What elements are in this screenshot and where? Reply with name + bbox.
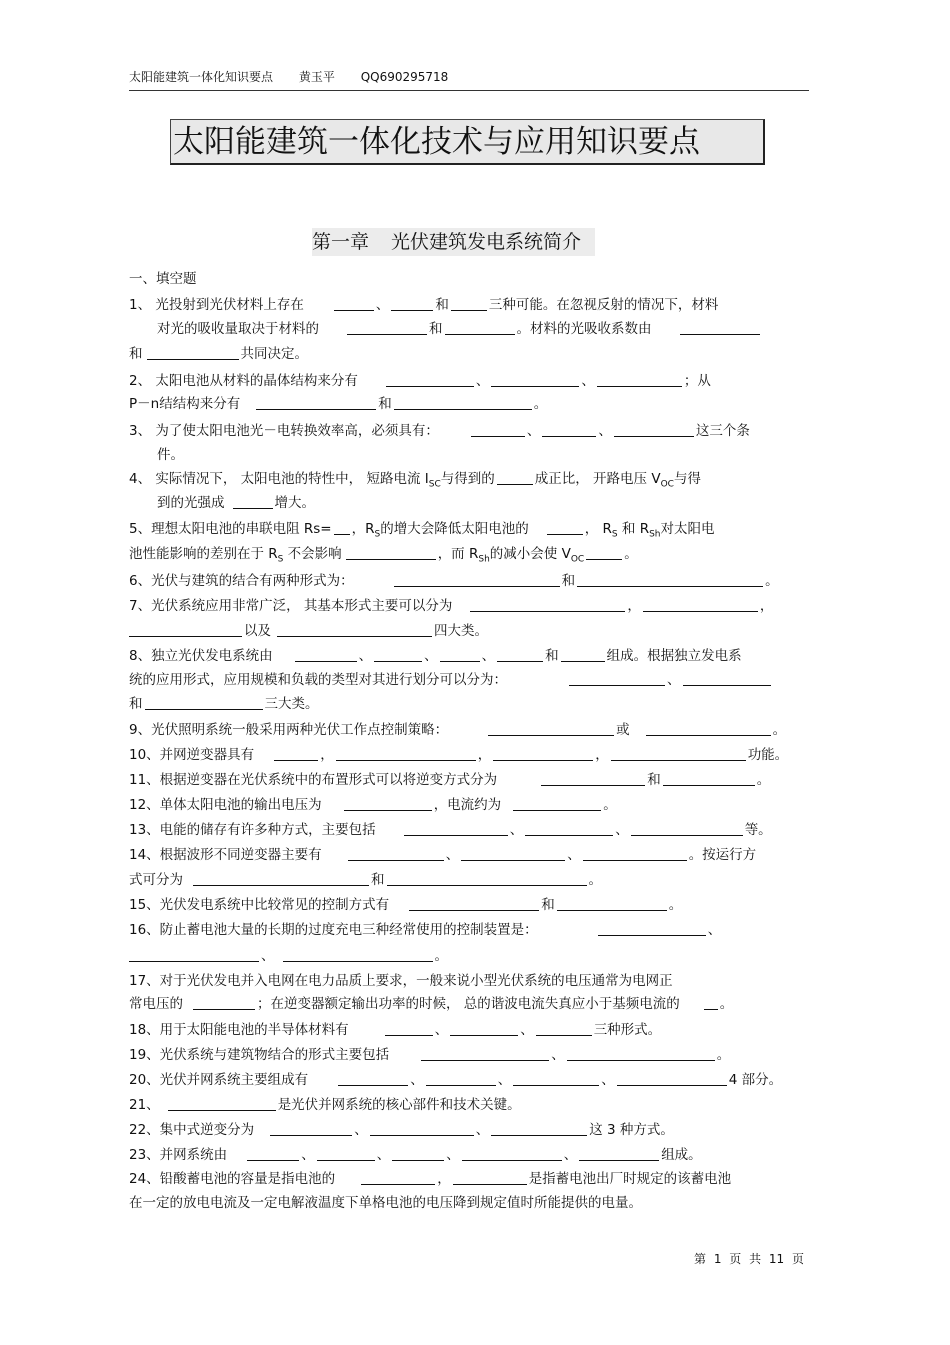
- question-4-line-2: 到的光强成 增大。: [157, 495, 315, 511]
- question-15: 15、光伏发电系统中比较常见的控制方式有 和 。: [129, 897, 683, 913]
- document-title-box: [170, 119, 765, 165]
- question-1: 1、 光投射到光伏材料上存在 、 和 三种可能。在忽视反射的情况下，材料: [129, 297, 719, 313]
- question-4: 4、 实际情况下， 太阳电池的特性中， 短路电流 $I_{SC}$与得到的 成正比， 开路电压 $V_{OC}$与得: [129, 471, 701, 490]
- section-heading: 一、填空题: [129, 271, 197, 287]
- question-5-line-2: 池性能影响的差别在于 $R_S$ 不会影响 ，而 $R_{Sh}$的减小会使 $V_{OC}$ 。: [129, 546, 638, 565]
- page-footer: 第 1 页 共 11 页: [694, 1252, 804, 1266]
- header-qq: QQ690295718: [360, 70, 449, 84]
- question-17-line-2: 常电压的 ；在逆变器额定输出功率的时候， 总的谐波电流失真应小于基频电流的 。: [129, 996, 734, 1012]
- question-1-line-2: 对光的吸收量取决于材料的 和 。材料的光吸收系数由: [157, 320, 762, 338]
- question-7: 7、光伏系统应用非常广泛， 其基本形式主要可以分为 ， ，: [129, 598, 774, 614]
- question-8: 8、独立光伏发电系统由 、 、 、 和 组成。根据独立发电系: [129, 648, 742, 664]
- chapter-name: 光伏建筑发电系统简介: [391, 231, 582, 253]
- document-title: 太阳能建筑一体化技术与应用知识要点: [173, 124, 700, 160]
- question-12: 12、单体太阳电池的输出电压为 ，电流约为 。: [129, 797, 617, 813]
- question-1-line-3: 和 共同决定。: [129, 346, 308, 362]
- question-5: 5、理想太阳电池的串联电阻 Rs= ，$R_S$的增大会降低太阳电池的 ， $R_S$ 和 $R_{Sh}$对太阳电: [129, 521, 715, 540]
- question-6: 6、光伏与建筑的结合有两种形式为： 和 。: [129, 573, 779, 589]
- question-19: 19、光伏系统与建筑物结合的形式主要包括 、 。: [129, 1047, 731, 1063]
- question-2: 2、 太阳电池从材料的晶体结构来分有 、 、 ；从: [129, 373, 711, 389]
- question-23: 23、并网系统由 、 、 、 、 组成。: [129, 1147, 702, 1163]
- question-13: 13、电能的储存有许多种方式，主要包括 、 、 等。: [129, 822, 772, 838]
- question-11: 11、根据逆变器在光伏系统中的布置形式可以将逆变方式分为 和 。: [129, 772, 771, 788]
- question-22: 22、集中式逆变分为 、 、 这 3 种方式。: [129, 1122, 674, 1138]
- question-8-line-3: 和 三大类。: [129, 696, 319, 712]
- question-16: 16、防止蓄电池大量的长期的过度充电三种经常使用的控制装置是： 、: [129, 922, 722, 938]
- question-24: 24、铅酸蓄电池的容量是指电池的 ， 是指蓄电池出厂时规定的该蓄电池: [129, 1171, 732, 1187]
- question-24-line-2: 在一定的放电电流及一定电解液温度下单格电池的电压降到规定值时所能提供的电量。: [129, 1195, 642, 1211]
- question-3: 3、 为了使太阳电池光－电转换效率高，必须具有： 、 、 这三个条: [129, 423, 750, 439]
- question-8-line-2: 统的应用形式，应用规模和负载的类型对其进行划分可以分为： 、: [129, 671, 773, 689]
- question-16-line-2: 、 。: [129, 947, 448, 965]
- chapter-heading: [312, 228, 595, 256]
- question-9: 9、光伏照明系统一般采用两种光伏工作点控制策略： 或 。: [129, 722, 787, 738]
- chapter-number: 第一章: [312, 231, 370, 253]
- question-17: 17、对于光伏发电并入电网在电力品质上要求，一般来说小型光伏系统的电压通常为电网正: [129, 973, 673, 989]
- question-14: 14、根据波形不同逆变器主要有 、 、 。按运行方: [129, 847, 757, 863]
- question-14-line-2: 式可分为 和 。: [129, 872, 602, 888]
- question-18: 18、用于太阳能电池的半导体材料有 、 、 三种形式。: [129, 1022, 662, 1038]
- question-3-line-2: 件。: [157, 447, 184, 463]
- question-2-line-2: P－n结结构来分有 和 。: [129, 396, 548, 412]
- page-header: [129, 68, 809, 91]
- header-author: 黄玉平: [298, 70, 335, 84]
- question-21: 21、 是光伏并网系统的核心部件和技术关键。: [129, 1097, 521, 1113]
- question-10: 10、并网逆变器具有 ， ， ， 功能。: [129, 747, 789, 763]
- question-20: 20、光伏并网系统主要组成有 、 、 、 4 部分。: [129, 1072, 783, 1088]
- question-7-line-2: 以及 四大类。: [129, 622, 488, 640]
- header-course: 太阳能建筑一体化知识要点: [129, 70, 274, 84]
